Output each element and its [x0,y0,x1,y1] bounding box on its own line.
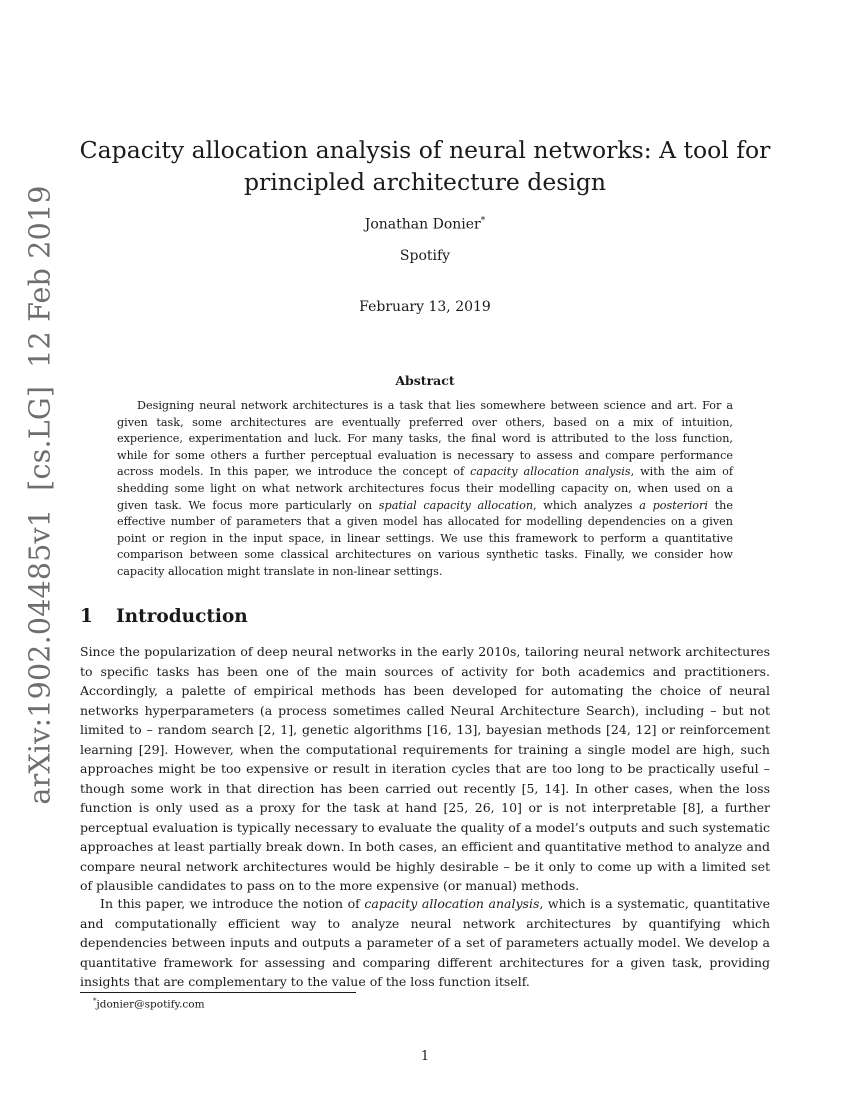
paper-date: February 13, 2019 [359,299,491,315]
abstract-emphasis: a posteriori [639,498,708,512]
paper-title: Capacity allocation analysis of neural networks: A tool for principled architecture design [79,136,771,196]
footnote-email[interactable]: jdonier@spotify.com [96,998,205,1011]
arxiv-date: 12 Feb 2019 [23,185,57,368]
section-heading [80,606,248,627]
page-number: 1 [420,1049,430,1064]
body-paragraph: In this paper, we introduce the notion of capacity allocation analysis, which is a systematic, quantitative and computationally efficient way to analyze neural network architectures by quantifying which dependencies between inputs and outputs a parameter of a set of parameters actually model. We develop a quantitative framework for assessing and comparing different architectures for a given task, providing insights that are complementary to the value of the loss function itself. [80,896,770,989]
arxiv-category: [cs.LG] [23,385,57,491]
footnote-rule [80,992,356,993]
arxiv-identifier-sidebar [24,185,57,804]
author-line [0,216,850,233]
body-emphasis: capacity allocation analysis [364,896,540,911]
arxiv-id: arXiv:1902.04485v1 [23,508,57,805]
abstract-heading: Abstract [395,373,455,388]
author-name: Jonathan Donier [364,216,481,233]
abstract-emphasis: capacity allocation analysis [470,465,631,479]
section-number: 1 [80,606,93,627]
section-title: Introduction [116,606,248,627]
author-footnote-mark: * [480,216,486,226]
abstract-emphasis: spatial capacity allocation [378,498,534,512]
abstract-text: Designing neural network architectures is a task that lies somewhere between science and art. For a given task, some architectures are eventually preferred over others, based on a mix of intuition, experience, experimentation and luck. For many tasks, the final word is attributed to the loss function, while for some others a further perceptual evaluation is necessary to assess and compare performance across models. In this paper, we introduce the concept of capacity allocation analysis, with the aim of shedding some light on what network architectures focus their modelling capacity on, when used on a given task. We focus more particularly on spatial capacity allocation, which analyzes a posteriori the effective number of parameters that a given model has allocated for modelling dependencies on a given point or region in the input space, in linear settings. We use this framework to perform a quantitative comparison between some classical architectures on various synthetic tasks. Finally, we consider how capacity allocation might translate in non-linear settings. [117,399,733,578]
footnote [93,997,205,1011]
affiliation: Spotify [399,248,451,264]
footnote-mark: * [93,997,97,1005]
body-paragraph: Since the popularization of deep neural networks in the early 2010s, tailoring neural network architectures to specific tasks has been one of the main sources of activity for both academics and practitioners. Accordingly, a palette of empirical methods has been developed for automating the choice of neural networks hyperparameters (a process sometimes called Neural Architecture Search), including – but not limited to – random search [2, 1], genetic algorithms [16, 13], bayesian methods [24, 12] or reinforcement learning [29]. However, when the computational requirements for training a single model are high, such approaches might be too expensive or result in iteration cycles that are too long to be practically useful – though some work in that direction has been carried out recently [5, 14]. In other cases, when the loss function is only used as a proxy for the task at hand [25, 26, 10] or is not interpretable [8], a further perceptual evaluation is typically necessary to evaluate the quality of a model’s outputs and such systematic approaches at least partially break down. In both cases, an efficient and quantitative method to analyze and compare neural network architectures would be highly desirable – be it only to come up with a limited set of plausible candidates to pass on to the more expensive (or manual) methods. [80,644,770,893]
